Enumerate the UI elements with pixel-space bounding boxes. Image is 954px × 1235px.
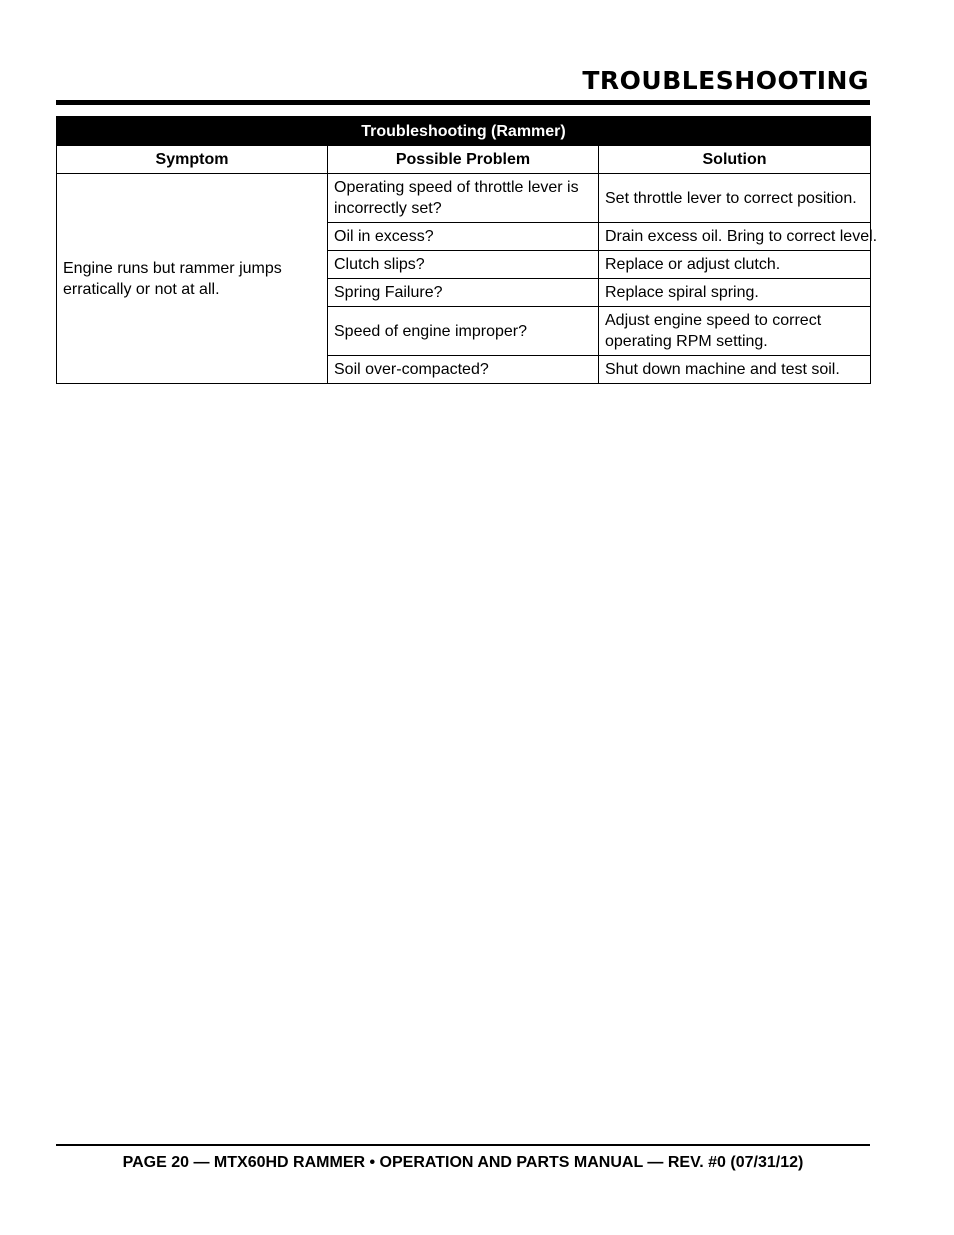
solution-cell: Shut down machine and test soil. [599,356,871,384]
page-title: TROUBLESHOOTING [582,66,869,95]
solution-cell: Set throttle lever to correct position. [599,174,871,223]
table-header-row [57,146,871,174]
page-footer: PAGE 20 — MTX60HD RAMMER • OPERATION AND PARTS MANUAL — REV. #0 (07/31/12) [122,1154,804,1171]
solution-cell: Drain excess oil. Bring to correct level. [599,223,871,251]
solution-cell: Adjust engine speed to correct operating RPM setting. [599,307,871,356]
footer-divider [56,1144,870,1146]
column-header-symptom: Symptom [57,146,328,174]
problem-cell: Speed of engine improper? [328,307,599,356]
solution-cell: Replace spiral spring. [599,279,871,307]
problem-cell: Oil in excess? [328,223,599,251]
column-header-possible-problem: Possible Problem [328,146,599,174]
title-divider [56,100,870,105]
column-header-solution: Solution [599,146,871,174]
problem-cell: Operating speed of throttle lever is incorrectly set? [328,174,599,223]
table-row [57,174,871,223]
table-caption: Troubleshooting (Rammer) [57,117,871,146]
solution-cell: Replace or adjust clutch. [599,251,871,279]
symptom-cell: Engine runs but rammer jumps erratically or not at all. [57,174,328,384]
problem-cell: Clutch slips? [328,251,599,279]
table-caption-row [57,117,871,146]
problem-cell: Spring Failure? [328,279,599,307]
troubleshooting-table [56,116,878,384]
problem-cell: Soil over-compacted? [328,356,599,384]
